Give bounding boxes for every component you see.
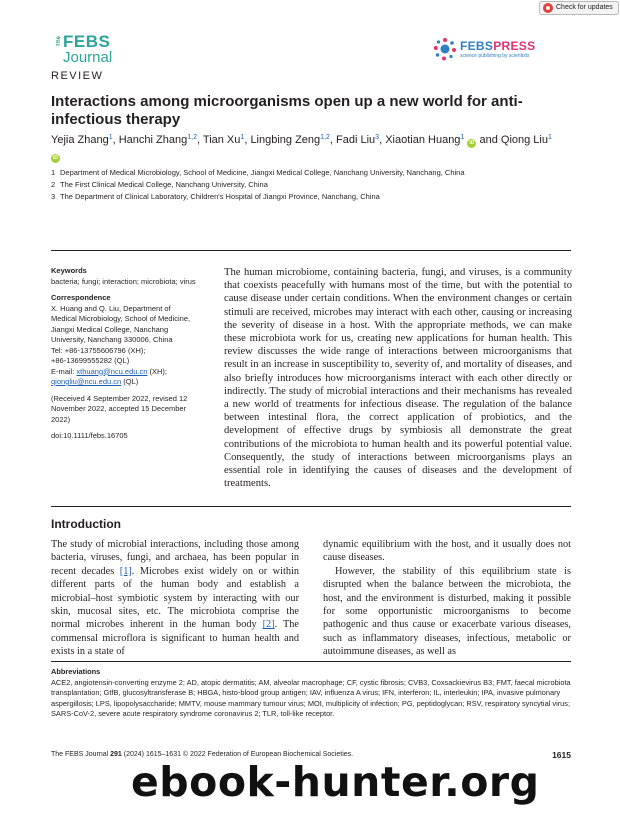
- author: [250, 134, 336, 146]
- dates-block: [51, 394, 211, 426]
- journal-logo: [51, 32, 126, 70]
- febs-press-tagline: science publishing by scientists: [460, 53, 530, 59]
- author-affiliation-marker[interactable]: 1: [460, 134, 465, 141]
- author-affiliation-marker[interactable]: 3: [375, 134, 380, 141]
- author: [336, 134, 385, 146]
- correspondence-line: X. Huang and Q. Liu, Department of: [51, 303, 171, 313]
- header-divider: [51, 250, 571, 251]
- affiliation-number: 1: [51, 168, 56, 177]
- author-affiliation-marker[interactable]: 1,2: [187, 134, 197, 141]
- author-separator: ,: [196, 134, 203, 146]
- author-name: Fadi Liu: [336, 134, 376, 146]
- author-name: Xiaotian Huang: [385, 134, 461, 146]
- check-for-updates-button[interactable]: [539, 1, 619, 15]
- correspondence-line: Jiangxi Medical College, Nanchang: [51, 324, 169, 334]
- intro-paragraph-2: However, the stability of this equilibrium state is disrupted when the balance between the microbiota, the host, and the environment is disturbed, making it possible for some opportunistic microorganisms to become pathogenic and thus cause or exacerbate various diseases, such as inflammatory diseases, infectious, metabolic or autoimmune diseases, as well as: [323, 565, 571, 658]
- dates-line: November 2022, accepted 15 December: [51, 404, 187, 413]
- introduction-heading: Introduction: [51, 517, 121, 531]
- intro-paragraph-1: The study of microbial interactions, including those among bacteria, viruses, fungi, and archaea, has been popular in recent decades [1]. Microbes exist widely on or within different parts of the human body and establish a microbial–host symbiotic system by interacting with our skin, mucosal sites, etc. The microbiota comprise the normal microbes inherent in the human body [2]. The commensal microflora is significant to human health and exists in a state of: [51, 539, 299, 658]
- keywords-heading: Keywords: [51, 266, 87, 275]
- affiliation: [51, 167, 571, 179]
- author-name: Yejia Zhang: [51, 134, 109, 146]
- affiliation-list: [51, 167, 571, 203]
- author: [119, 134, 203, 146]
- author-separator: and: [476, 134, 498, 146]
- dates-line: (Received 4 September 2022, revised 12: [51, 393, 188, 403]
- affiliation: [51, 179, 571, 191]
- doi: doi:10.1111/febs.16705: [51, 431, 128, 440]
- correspondence-email-line-2: qiongliu@ncu.edu.cn (QL): [51, 377, 139, 386]
- correspondence-email-line-1: E-mail: xthuang@ncu.edu.cn (XH);: [51, 366, 168, 376]
- reference-link-1[interactable]: [1]: [119, 565, 132, 577]
- dates-line: 2022): [51, 414, 71, 424]
- author: [385, 134, 498, 146]
- page-number: 1615: [552, 750, 571, 760]
- orcid-icon[interactable]: iD: [53, 155, 58, 161]
- author-separator: ,: [329, 134, 337, 146]
- keywords-block: [51, 266, 211, 287]
- correspondence-line: University, Nanchang 330006, China: [51, 335, 173, 344]
- affiliation-text: The First Clinical Medical College, Nanchang University, China: [60, 180, 268, 189]
- correspondence-block: [51, 293, 211, 388]
- abbreviations-divider: [51, 661, 571, 662]
- affiliation-number: 2: [51, 180, 56, 189]
- article-type-label: REVIEW: [51, 70, 104, 82]
- body-column-left: [51, 538, 299, 659]
- author-name: Qiong Liu: [500, 134, 548, 146]
- author-separator: ,: [112, 134, 119, 146]
- author-affiliation-marker[interactable]: 1: [547, 134, 552, 141]
- author-affiliation-marker[interactable]: 1: [240, 134, 245, 141]
- febs-press-logo: [432, 36, 552, 66]
- author-separator: ,: [379, 134, 386, 146]
- abstract-divider: [51, 506, 571, 507]
- affiliation-text: Department of Medical Microbiology, School of Medicine, Jiangxi Medical College, Nanchang University, Nanchang, China: [60, 168, 465, 177]
- journal-logo-the: The: [56, 36, 62, 47]
- abbreviations-heading: Abbreviations: [51, 667, 101, 676]
- correspondence-line: Medical Microbiology, School of Medicine,: [51, 314, 191, 323]
- author-name: Hanchi Zhang: [118, 134, 188, 146]
- abbreviations-block: [51, 667, 571, 720]
- email-link-xh[interactable]: xthuang@ncu.edu.cn: [76, 366, 148, 376]
- article-title: Interactions among microorganisms open up a new world for anti-infectious therapy: [51, 93, 523, 128]
- check-for-updates-label: Check for updates: [556, 4, 613, 11]
- correspondence-heading: Correspondence: [51, 293, 111, 302]
- reference-link-2[interactable]: [2]: [262, 619, 275, 631]
- keywords-text: bacteria; fungi; interaction; microbiota; virus: [51, 276, 196, 286]
- watermark: ebook-hunter.org: [131, 758, 540, 806]
- affiliation-text: The Department of Clinical Laboratory, Children's Hospital of Jiangxi Province, Nanchang, China: [60, 192, 380, 201]
- crossmark-icon: [543, 3, 553, 13]
- journal-logo-febs: FEBS: [63, 32, 111, 51]
- author-affiliation-marker[interactable]: 1: [108, 134, 113, 141]
- body-column-right: [323, 538, 571, 659]
- author-name: Lingbing Zeng: [250, 134, 321, 146]
- author-affiliation-marker[interactable]: 1,2: [320, 134, 330, 141]
- intro-paragraph-1-continued: dynamic equilibrium with the host, and it usually does not cause diseases.: [323, 539, 571, 564]
- footer-citation: The FEBS Journal 291 (2024) 1615–1631 © 2022 Federation of European Biochemical Societies.: [51, 751, 354, 758]
- affiliation: [51, 191, 571, 203]
- febs-press-dots-icon: [432, 36, 458, 62]
- abbreviations-text: ACE2, angiotensin-converting enzyme 2; AD, atopic dermatitis; AM, alveolar macrophage; CF, cystic fibrosis; CVB3, Coxsackievirus B3; FMT, faecal microbiota transplantation; GtfB, glucosyltransferase B; HBGA, histo-blood group antigen; IAV, influenza A virus; IFN, interferon; IL, interleukin; IPA, invasive pulmonary aspergillosis; LPS, lipopolysaccharide; MMTV, mouse mammary tumour virus; MOI, multiplicity of infection; PG, peptidoglycan; RSV, respiratory syncytial virus; SARS-CoV-2, severe acute respiratory syndrome coronavirus 2; TLR, toll-like receptor.: [51, 677, 571, 719]
- author: [51, 134, 119, 146]
- abstract: The human microbiome, containing bacteria, fungi, and viruses, is a community that coexists peacefully with humans most of the time, but with the potential to cause disease under certain conditions. When the environment changes or certain stimuli are received, microbes may interact with each other, causing or increasing the severity of disease in a host. With the appropriate methods, we can make these microbiota work for us, creating new applications for human health. This review discusses the wide range of interactions between microorganisms that result in an increase in susceptibility to, severity of, and mortality of diseases, and also briefly introduces how microorganisms interact with each other directly or indirectly. The study of microbial interactions and their mechanisms has revealed a new world of treatments for infectious disease. The regulation of the balance between intestinal flora, the correct application of probiotics, and the development of effective drugs by symbiosis all demonstrate the great contributions of the microbiota to human health and its powerful potential value. Consequently, the study of interactions between microorganisms plays an essential role in identifying the causes of diseases and the development of treatments.: [224, 267, 572, 490]
- author-name: Tian Xu: [202, 134, 241, 146]
- email-link-ql[interactable]: qiongliu@ncu.edu.cn: [51, 377, 122, 386]
- author-list: [51, 133, 561, 163]
- article-info-sidebar: [51, 266, 211, 448]
- correspondence-line: +86-13699555282 (QL): [51, 356, 130, 365]
- author-separator: ,: [244, 134, 251, 146]
- orcid-icon[interactable]: iD: [469, 140, 475, 146]
- correspondence-line: Tel: +86-13755606796 (XH);: [51, 345, 146, 355]
- febs-press-name: FEBSPRESS: [460, 39, 536, 53]
- author: [203, 134, 251, 146]
- journal-logo-journal: Journal: [63, 49, 113, 66]
- affiliation-number: 3: [51, 192, 56, 201]
